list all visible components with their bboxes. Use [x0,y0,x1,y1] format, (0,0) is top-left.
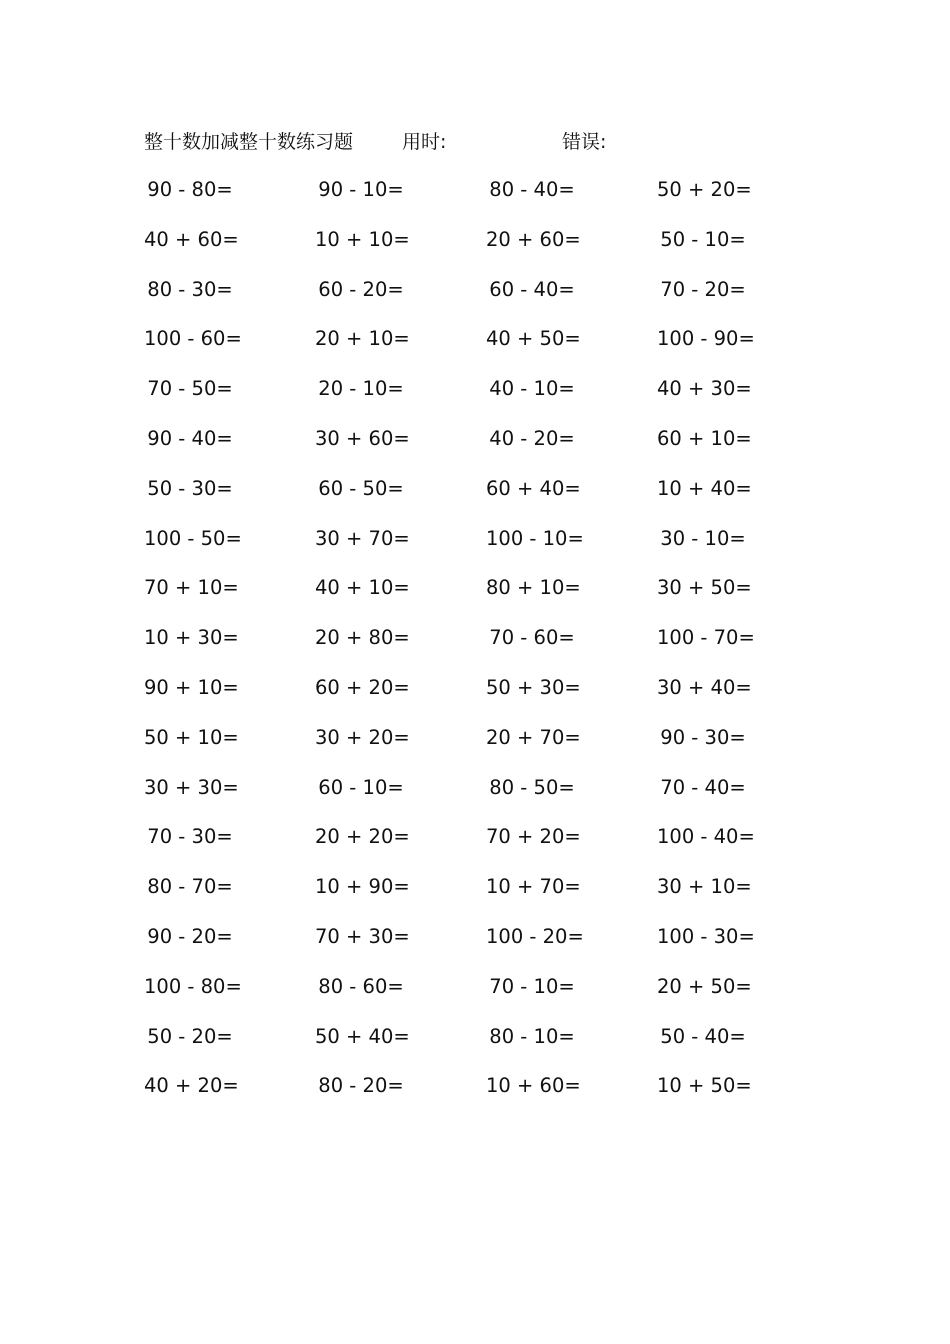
equation-text: 100 - 90= [657,327,755,351]
problem-row [144,823,764,873]
equation-text: 40 + 20= [144,1074,239,1098]
equation-text: 50 - 20= [147,1024,233,1048]
equation-text: 30 + 10= [657,875,752,899]
problem-row [144,774,764,824]
problem-row [144,923,764,973]
problem-cell [315,823,486,873]
equation-text: 50 + 10= [144,725,239,749]
problem-row [144,624,764,674]
equation-text: 60 + 10= [657,426,752,450]
equation-text: 10 + 90= [315,875,410,899]
equation-text: 70 - 60= [489,626,575,650]
problem-cell [315,375,486,425]
problem-row [144,873,764,923]
equation-text: 10 + 60= [486,1074,581,1098]
problem-cell [315,176,486,226]
problem-cell [657,375,828,425]
problem-cell [486,176,657,226]
problem-cell [657,823,828,873]
problem-cell [315,525,486,575]
problem-cell [486,823,657,873]
equation-text: 60 + 20= [315,675,410,699]
problem-grid [144,176,764,1122]
equation-text: 90 - 30= [660,725,746,749]
problem-cell [144,475,315,525]
problem-cell [144,973,315,1023]
problem-cell [144,1023,315,1073]
problem-cell [657,973,828,1023]
problem-row [144,425,764,475]
equation-text: 40 - 20= [489,426,575,450]
problem-cell [315,674,486,724]
problem-cell [657,873,828,923]
equation-text: 100 - 70= [657,626,755,650]
equation-text: 10 + 30= [144,626,239,650]
problem-cell [144,574,315,624]
equation-text: 50 - 30= [147,476,233,500]
equation-text: 60 + 40= [486,476,581,500]
problem-cell [144,525,315,575]
equation-text: 80 - 40= [489,178,575,201]
problem-cell [486,923,657,973]
problem-cell [657,724,828,774]
equation-text: 10 + 70= [486,875,581,899]
problem-row [144,176,764,226]
problem-row [144,674,764,724]
problem-cell [486,574,657,624]
problem-row [144,724,764,774]
equation-text: 50 + 40= [315,1024,410,1048]
equation-text: 90 - 10= [318,178,404,201]
equation-text: 20 + 20= [315,825,410,849]
problem-cell [144,823,315,873]
equation-text: 40 + 60= [144,227,239,251]
equation-text: 30 + 30= [144,775,239,799]
equation-text: 30 + 40= [657,675,752,699]
equation-text: 80 - 70= [147,875,233,899]
equation-text: 100 - 50= [144,526,242,550]
problem-cell [144,724,315,774]
equation-text: 60 - 10= [318,775,404,799]
equation-text: 10 + 40= [657,476,752,500]
problem-cell [486,276,657,326]
equation-text: 20 + 50= [657,974,752,998]
problem-cell [315,774,486,824]
equation-text: 70 - 50= [147,377,233,401]
problem-cell [144,176,315,226]
problem-cell [315,923,486,973]
equation-text: 80 + 10= [486,576,581,600]
problem-row [144,574,764,624]
problem-cell [486,724,657,774]
problem-row [144,525,764,575]
equation-text: 50 - 10= [660,227,746,251]
problem-row [144,375,764,425]
equation-text: 20 - 10= [318,377,404,401]
equation-text: 70 - 40= [660,775,746,799]
equation-text: 90 + 10= [144,675,239,699]
problem-cell [144,375,315,425]
problem-row [144,475,764,525]
problem-cell [144,674,315,724]
problem-cell [315,325,486,375]
problem-cell [144,923,315,973]
equation-text: 70 - 10= [489,974,575,998]
problem-cell [315,1072,486,1122]
equation-text: 30 + 60= [315,426,410,450]
problem-cell [657,674,828,724]
problem-cell [486,1072,657,1122]
problem-row [144,276,764,326]
problem-cell [657,276,828,326]
problem-cell [315,1023,486,1073]
equation-text: 20 + 80= [315,626,410,650]
equation-text: 60 - 40= [489,277,575,301]
equation-text: 100 - 10= [486,526,584,550]
equation-text: 50 - 40= [660,1024,746,1048]
problem-cell [315,276,486,326]
problem-cell [657,475,828,525]
equation-text: 30 + 20= [315,725,410,749]
equation-text: 100 - 60= [144,327,242,351]
equation-text: 30 + 70= [315,526,410,550]
equation-text: 40 + 50= [486,327,581,351]
problem-cell [315,624,486,674]
errors-label: 错误: [562,131,607,153]
problem-cell [144,325,315,375]
equation-text: 10 + 10= [315,227,410,251]
equation-text: 80 - 60= [318,974,404,998]
equation-text: 20 + 70= [486,725,581,749]
problem-cell [657,624,828,674]
equation-text: 70 + 30= [315,924,410,948]
equation-text: 30 - 10= [660,526,746,550]
problem-cell [486,425,657,475]
equation-text: 30 + 50= [657,576,752,600]
problem-cell [144,873,315,923]
problem-cell [144,276,315,326]
equation-text: 60 - 20= [318,277,404,301]
problem-cell [657,325,828,375]
equation-text: 100 - 80= [144,974,242,998]
problem-cell [486,226,657,276]
equation-text: 70 + 10= [144,576,239,600]
problem-cell [657,574,828,624]
equation-text: 100 - 20= [486,924,584,948]
problem-cell [657,774,828,824]
problem-cell [315,724,486,774]
problem-cell [657,226,828,276]
problem-row [144,973,764,1023]
problem-cell [657,176,828,226]
problem-cell [486,624,657,674]
problem-cell [144,226,315,276]
equation-text: 60 - 50= [318,476,404,500]
problem-cell [486,873,657,923]
problem-cell [486,973,657,1023]
problem-cell [315,574,486,624]
problem-cell [486,475,657,525]
equation-text: 100 - 40= [657,825,755,849]
time-used-label: 用时: [402,131,447,153]
problem-cell [657,525,828,575]
equation-text: 40 - 10= [489,377,575,401]
problem-row [144,325,764,375]
equation-text: 90 - 80= [147,178,233,201]
equation-text: 40 + 10= [315,576,410,600]
problem-cell [657,425,828,475]
problem-cell [486,375,657,425]
equation-text: 90 - 20= [147,924,233,948]
equation-text: 20 + 60= [486,227,581,251]
problem-cell [657,1023,828,1073]
worksheet-title: 整十数加减整十数练习题 [144,131,354,153]
equation-text: 10 + 50= [657,1074,752,1098]
equation-text: 50 + 20= [657,178,752,201]
equation-text: 80 - 10= [489,1024,575,1048]
problem-cell [315,226,486,276]
problem-cell [144,1072,315,1122]
equation-text: 90 - 40= [147,426,233,450]
equation-text: 100 - 30= [657,924,755,948]
problem-cell [315,475,486,525]
equation-text: 40 + 30= [657,377,752,401]
problem-cell [486,774,657,824]
problem-cell [486,325,657,375]
equation-text: 80 - 50= [489,775,575,799]
problem-cell [486,525,657,575]
problem-cell [486,1023,657,1073]
problem-cell [144,425,315,475]
problem-cell [144,624,315,674]
equation-text: 20 + 10= [315,327,410,351]
equation-text: 70 + 20= [486,825,581,849]
problem-row [144,1072,764,1122]
equation-text: 70 - 30= [147,825,233,849]
problem-cell [657,923,828,973]
problem-cell [315,873,486,923]
problem-cell [315,973,486,1023]
problem-cell [486,674,657,724]
problem-cell [315,425,486,475]
equation-text: 70 - 20= [660,277,746,301]
equation-text: 80 - 30= [147,277,233,301]
problem-cell [657,1072,828,1122]
problem-row [144,1023,764,1073]
equation-text: 50 + 30= [486,675,581,699]
problem-cell [144,774,315,824]
problem-row [144,226,764,276]
equation-text: 80 - 20= [318,1074,404,1098]
